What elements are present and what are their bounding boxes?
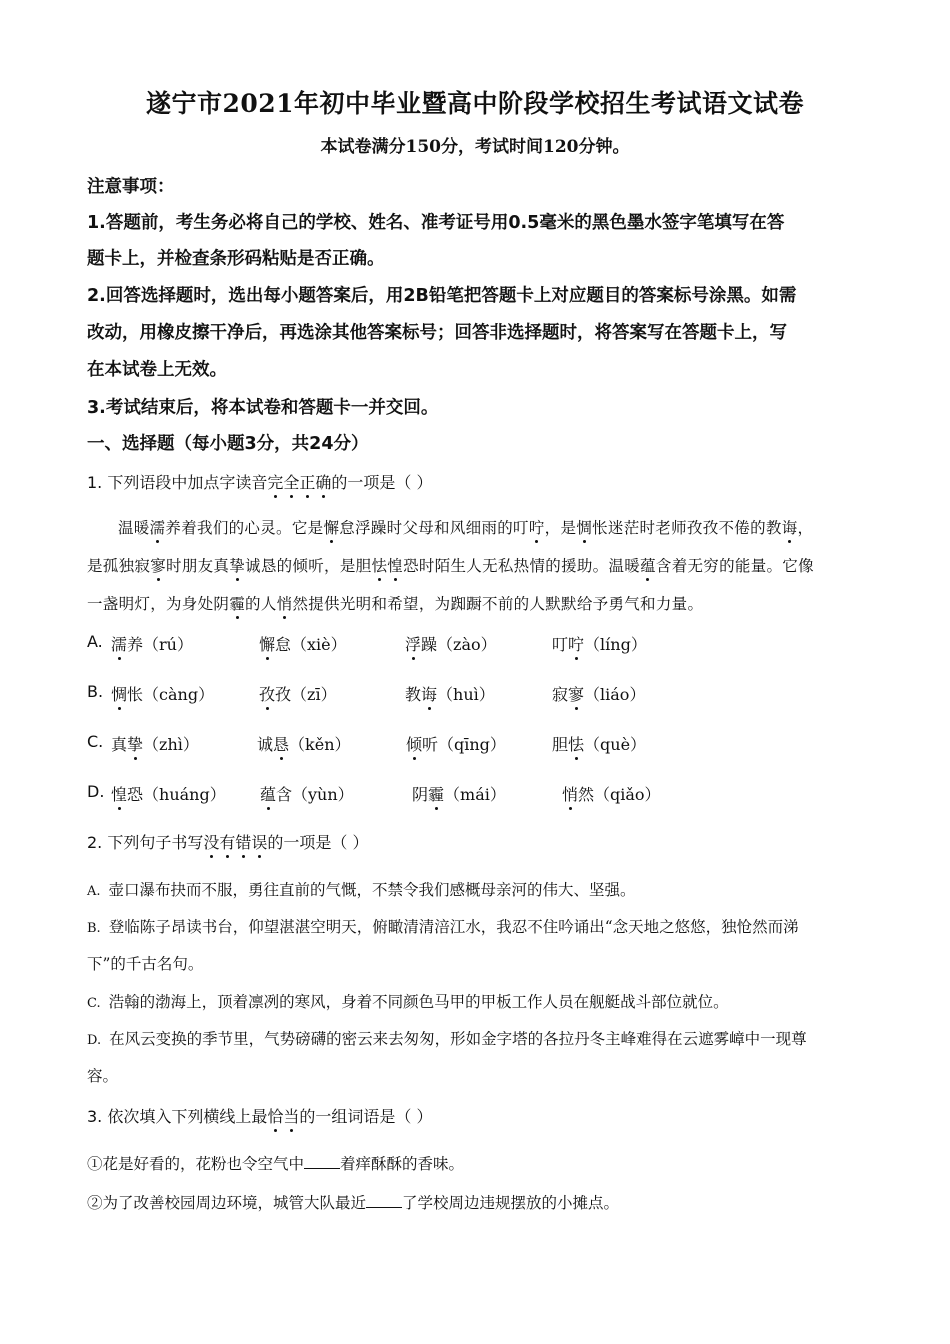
emphasis-char: 挚 [229, 554, 245, 576]
notice-heading: 注意事项： [87, 177, 175, 197]
emphasis-char: 惆 [576, 516, 592, 538]
option-line-cont: 下”的千古名句。 [87, 955, 204, 973]
question-3-stem: 3. 依次填入下列横线上最恰当的一组词语是（ ） [87, 1104, 432, 1127]
emphasis-char: 咛 [529, 516, 545, 538]
option-label: C. [87, 732, 104, 751]
option-label: B. [87, 682, 104, 701]
notice-line: 题卡上，并检查条形码粘贴是否正确。 [87, 249, 385, 269]
option-item: 倾听（qīng） [406, 732, 506, 755]
notice-line: 在本试卷上无效。 [87, 360, 227, 380]
emphasis-char: 诲 [782, 516, 798, 538]
passage-line: 温暖濡养着我们的心灵。它是懈怠浮躁时父母和风细雨的叮咛，是惆怅迷茫时老师孜孜不倦的教诲， [118, 516, 813, 538]
emphasis-char: 霾 [229, 592, 245, 614]
option-item: 教诲（huì） [405, 682, 495, 705]
option-item: 濡养（rú） [111, 632, 193, 655]
option-label: A. [87, 632, 103, 651]
answer-blank [304, 1154, 340, 1169]
notice-line: 改动，用橡皮擦干净后，再选涂其他答案标号；回答非选择题时，将答案写在答题卡上，写 [87, 323, 787, 343]
emphasis-char: 怯 [371, 554, 387, 576]
option-item: 真挚（zhì） [111, 732, 199, 755]
emphasis-char: 完 [267, 470, 283, 493]
passage-line: 一盏明灯，为身处阴霾的人悄然提供光明和希望，为踟蹰不前的人默默给予勇气和力量。 [87, 592, 703, 614]
emphasis-char: 有 [219, 830, 235, 853]
section-heading: 一、选择题（每小题3分，共24分） [87, 434, 369, 454]
answer-blank [366, 1193, 402, 1208]
emphasis-char: 没 [203, 830, 219, 853]
option-item: 蕴含（yùn） [260, 782, 354, 805]
option-label: D. [87, 782, 105, 801]
emphasis-char: 惶 [387, 554, 403, 576]
notice-line: 2.回答选择题时，选出每小题答案后，用2B铅笔把答题卡上对应题目的答案标号涂黑。如需 [87, 286, 797, 306]
emphasis-char: 正 [299, 470, 315, 493]
option-line: B. 登临陈子昂读书台，仰望湛湛空明天，俯瞰清清涪江水，我忍不住吟诵出“念天地之悠悠，独怆然而涕 [87, 918, 799, 936]
page-subtitle: 本试卷满分150分，考试时间120分钟。 [320, 137, 630, 157]
option-line: D. 在风云变换的季节里，气势磅礴的密云来去匆匆，形如金字塔的各拉丹冬主峰难得在云遮雾嶂中一现尊 [87, 1030, 807, 1048]
option-item: 惶恐（huáng） [111, 782, 226, 805]
emphasis-char: 恰 [267, 1104, 283, 1127]
emphasis-char: 寥 [150, 554, 166, 576]
option-item: 惆怅（càng） [111, 682, 214, 705]
option-line: A. 壶口瀑布抉而不服，勇往直前的气慨，不禁令我们感概母亲河的伟大、坚强。 [87, 881, 636, 899]
option-item: 悄然（qiǎo） [562, 782, 661, 805]
question-2-stem: 2. 下列句子书写没有错误的一项是（ ） [87, 830, 369, 853]
option-item: 懈怠（xiè） [259, 632, 347, 655]
emphasis-char: 濡 [150, 516, 166, 538]
option-item: 诚恳（kěn） [257, 732, 351, 755]
passage-line: 是孤独寂寥时朋友真挚诚恳的倾听，是胆怯惶恐时陌生人无私热情的援助。温暖蕴含着无穷的能量。它像 [87, 554, 814, 576]
emphasis-char: 误 [251, 830, 267, 853]
question-1-stem: 1. 下列语段中加点字读音完全正确的一项是（ ） [87, 470, 433, 493]
option-item: 孜孜（zī） [259, 682, 337, 705]
option-item: 寂寥（liáo） [552, 682, 645, 705]
emphasis-char: 确 [315, 470, 331, 493]
option-item: 叮咛（líng） [552, 632, 647, 655]
page-title: 遂宁市2021年初中毕业暨高中阶段学校招生考试语文试卷 [145, 89, 805, 118]
notice-line: 3.考试结束后，将本试卷和答题卡一并交回。 [87, 398, 439, 418]
option-item: 胆怯（què） [552, 732, 646, 755]
fill-item: ②为了改善校园周边环境，城管大队最近 了学校周边违规摆放的小摊点。 [87, 1194, 620, 1212]
emphasis-char: 错 [235, 830, 251, 853]
notice-line: 1.答题前，考生务必将自己的学校、姓名、准考证号用0.5毫米的黑色墨水签字笔填写在答 [87, 213, 785, 233]
option-item: 浮躁（zào） [405, 632, 497, 655]
emphasis-char: 蕴 [640, 554, 656, 576]
option-line: C. 浩翰的渤海上，顶着凛冽的寒风，身着不同颜色马甲的甲板工作人员在舰艇战斗部位就位。 [87, 993, 729, 1011]
fill-item: ①花是好看的，花粉也令空气中 着痒酥酥的香味。 [87, 1155, 465, 1173]
emphasis-char: 懈 [323, 516, 339, 538]
option-line-cont: 容。 [87, 1067, 119, 1085]
emphasis-char: 当 [283, 1104, 299, 1127]
emphasis-char: 全 [283, 470, 299, 493]
option-item: 阴霾（mái） [412, 782, 506, 805]
emphasis-char: 悄 [277, 592, 293, 614]
